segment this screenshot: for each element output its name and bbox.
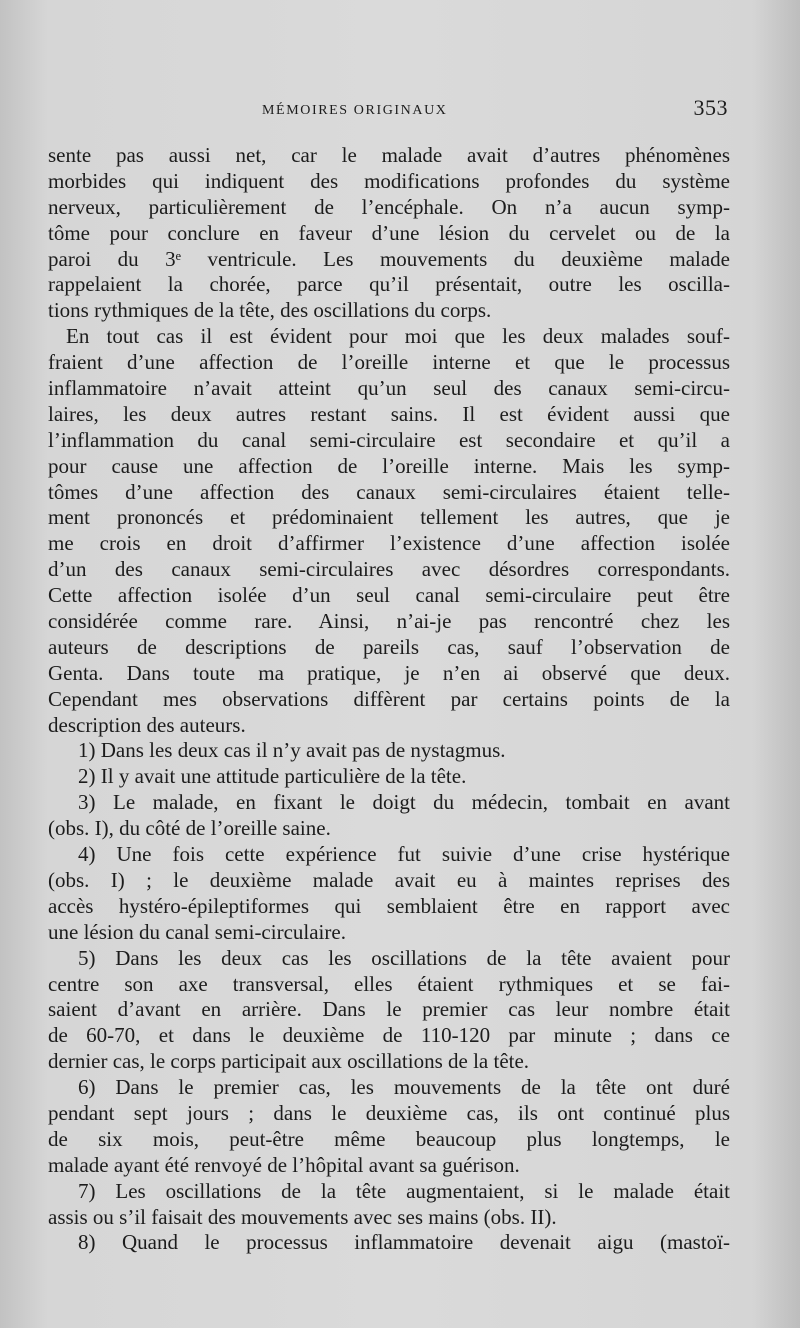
text-line: pour cause une affection de l’oreille interne. Mais les symp- [48,453,730,478]
text-line: ment prononcés et prédominaient tellement les autres, que je [48,505,730,530]
text-line: une lésion du canal semi-circulaire. [48,919,346,944]
text-line: inflammatoire n’avait atteint qu’un seul des canaux semi-circu- [48,376,730,401]
body-text [48,143,730,1256]
text-line: pendant sept jours ; dans le deuxième cas, ils ont continué plus [48,1100,730,1125]
text-line: de six mois, peut-être même beaucoup plus longtemps, le [48,1126,730,1151]
list-item: 4) Une fois cette expérience fut suivie d’une crise hystérique [78,842,730,867]
text-line: tômes d’une affection des canaux semi-circulaires étaient telle- [48,479,730,504]
text-line: centre son axe transversal, elles étaient rythmiques et se fai- [48,971,730,996]
text-line: description des auteurs. [48,712,246,737]
list-item: 5) Dans les deux cas les oscillations de la tête avaient pour [78,945,730,970]
text-line: fraient d’une affection de l’oreille interne et que le processus [48,350,730,375]
text-line: considérée comme rare. Ainsi, n’ai-je pas rencontré chez les [48,609,730,634]
text-line: (obs. I), du côté de l’oreille saine. [48,816,331,841]
text-line: d’un des canaux semi-circulaires avec désordres correspondants. [48,557,730,582]
text-line: Genta. Dans toute ma pratique, je n’en ai observé que deux. [48,660,730,685]
text-line: En tout cas il est évident pour moi que les deux malades souf- [66,324,730,349]
text-line: Cette affection isolée d’un seul canal semi-circulaire peut être [48,583,730,608]
text-line: (obs. I) ; le deuxième malade avait eu à maintes reprises des [48,867,730,892]
text-line: malade ayant été renvoyé de l’hôpital avant sa guérison. [48,1152,520,1177]
page-number: 353 [693,95,728,120]
text-line: l’inflammation du canal semi-circulaire est secondaire et qu’il a [48,427,730,452]
list-item: 2) Il y avait une attitude particulière de la tête. [78,764,467,789]
text-line: rappelaient la chorée, parce qu’il présentait, outre les oscilla- [48,272,730,297]
text-line: tôme pour conclure en faveur d’une lésion du cervelet ou de la [48,220,730,245]
text-line: nerveux, particulièrement de l’encéphale. On n’a aucun symp- [48,194,730,219]
text-line: morbides qui indiquent des modifications profondes du système [48,168,730,193]
text-line: tions rythmiques de la tête, des oscillations du corps. [48,298,492,323]
text-line: saient d’avant en arrière. Dans le premier cas leur nombre était [48,997,730,1022]
list-item: 1) Dans les deux cas il n’y avait pas de nystagmus. [78,738,506,763]
text-line: dernier cas, le corps participait aux oscillations de la tête. [48,1049,530,1074]
text-line: accès hystéro-épileptiformes qui semblaient être en rapport avec [48,893,730,918]
text-line: auteurs de descriptions de pareils cas, sauf l’observation de [48,634,730,659]
page-header [48,93,728,123]
list-item: 6) Dans le premier cas, les mouvements de la tête ont duré [78,1075,730,1100]
list-item: 8) Quand le processus inflammatoire devenait aigu (mastoï- [78,1230,730,1255]
text-line: laires, les deux autres restant sains. Il est évident aussi que [48,401,730,426]
text-line: de 60-70, et dans le deuxième de 110-120 par minute ; dans ce [48,1023,730,1048]
list-item: 7) Les oscillations de la tête augmentaient, si le malade était [78,1178,730,1203]
text-line: Cependant mes observations diffèrent par certains points de la [48,686,730,711]
text-line: assis ou s’il faisait des mouvements avec ses mains (obs. II). [48,1204,557,1229]
running-title: MÉMOIRES ORIGINAUX [262,103,448,118]
text-line: paroi du 3ᵉ ventricule. Les mouvements du deuxième malade [48,246,730,271]
list-item: 3) Le malade, en fixant le doigt du médecin, tombait en avant [78,790,730,815]
text-line: me crois en droit d’affirmer l’existence d’une affection isolée [48,531,730,556]
text-line: sente pas aussi net, car le malade avait d’autres phénomènes [48,143,730,167]
